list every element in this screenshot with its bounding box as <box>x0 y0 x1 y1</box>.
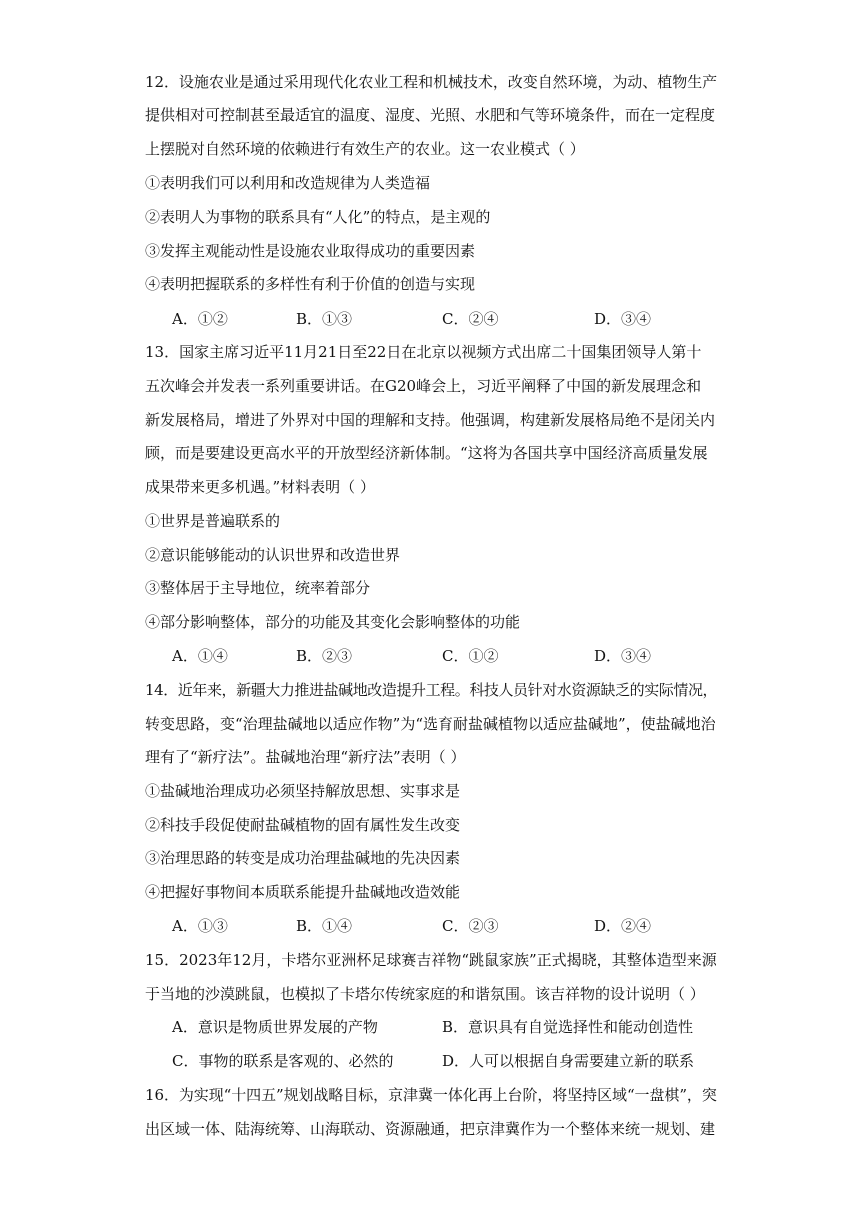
option-a[interactable]: A．①③ <box>172 917 228 935</box>
option-b[interactable]: B．①③ <box>296 310 353 328</box>
option-d[interactable]: D．③④ <box>594 310 652 328</box>
option-a[interactable]: A．①② <box>172 310 228 328</box>
question-stem-line: 出区域一体、陆海统筹、山海联动、资源融通，把京津冀作为一个整体来统一规划、建 <box>145 1120 716 1138</box>
statement-item: ②意识能够能动的认识世界和改造世界 <box>145 546 401 564</box>
question-stem-line: 顾，而是要建设更高水平的开放型经济新体制。“这将为各国共享中国经济高质量发展 <box>145 444 708 462</box>
question-stem-line: 14．近年来，新疆大力推进盐碱地改造提升工程。科技人员针对水资源缺乏的实际情况， <box>145 681 718 699</box>
statement-item: ②科技手段促使耐盐碱植物的固有属性发生改变 <box>145 816 461 834</box>
question-stem-line: 成果带来更多机遇。”材料表明（ ） <box>145 478 375 496</box>
question-stem-line: 13．国家主席习近平11月21日至22日在北京以视频方式出席二十国集团领导人第十 <box>145 343 702 361</box>
statement-item: ③发挥主观能动性是设施农业取得成功的重要因素 <box>145 242 476 260</box>
option-a[interactable]: A．①④ <box>172 647 228 665</box>
statement-item: ④表明把握联系的多样性有利于价值的创造与实现 <box>145 275 476 293</box>
question-stem-line: 五次峰会并发表一系列重要讲话。在G20峰会上，习近平阐释了中国的新发展理念和 <box>145 377 702 395</box>
option-b[interactable]: B．①④ <box>296 917 353 935</box>
statement-item: ③治理思路的转变是成功治理盐碱地的先决因素 <box>145 849 461 867</box>
question-stem-line: 于当地的沙漠跳鼠，也模拟了卡塔尔传统家庭的和谐氛围。该吉祥物的设计说明（ ） <box>145 985 705 1003</box>
option-b[interactable]: B．意识具有自觉选择性和能动创造性 <box>442 1018 694 1036</box>
question-stem-line: 理有了“新疗法”。盐碱地治理“新疗法”表明（ ） <box>145 748 466 766</box>
statement-item: ①表明我们可以利用和改造规律为人类造福 <box>145 174 431 192</box>
option-c[interactable]: C．②③ <box>442 917 499 935</box>
statement-item: ②表明人为事物的联系具有“人化”的特点，是主观的 <box>145 208 491 226</box>
statement-item: ①世界是普遍联系的 <box>145 512 281 530</box>
statement-item: ③整体居于主导地位，统率着部分 <box>145 579 371 597</box>
option-c[interactable]: C．事物的联系是客观的、必然的 <box>172 1052 394 1070</box>
question-stem-line: 15．2023年12月，卡塔尔亚洲杯足球赛吉祥物“跳鼠家族”正式揭晓，其整体造型来源 <box>145 951 717 969</box>
question-stem-line: 12．设施农业是通过采用现代化农业工程和机械技术，改变自然环境，为动、植物生产 <box>145 73 718 91</box>
statement-item: ①盐碱地治理成功必须坚持解放思想、实事求是 <box>145 782 461 800</box>
question-stem-line: 16．为实现“十四五”规划战略目标，京津冀一体化再上台阶，将坚持区域“一盘棋”，突 <box>145 1086 717 1104</box>
option-a[interactable]: A．意识是物质世界发展的产物 <box>172 1018 378 1036</box>
question-stem-line: 转变思路，变“治理盐碱地以适应作物”为“选育耐盐碱植物以适应盐碱地”，使盐碱地治 <box>145 715 716 733</box>
option-b[interactable]: B．②③ <box>296 647 353 665</box>
option-c[interactable]: C．①② <box>442 647 499 665</box>
option-d[interactable]: D．③④ <box>594 647 652 665</box>
statement-item: ④把握好事物间本质联系能提升盐碱地改造效能 <box>145 883 461 901</box>
question-stem-line: 上摆脱对自然环境的依赖进行有效生产的农业。这一农业模式（ ） <box>145 140 585 158</box>
statement-item: ④部分影响整体，部分的功能及其变化会影响整体的功能 <box>145 613 521 631</box>
question-stem-line: 提供相对可控制甚至最适宜的温度、湿度、光照、水肥和气等环境条件，而在一定程度 <box>145 106 716 124</box>
question-stem-line: 新发展格局，增进了外界对中国的理解和支持。他强调，构建新发展格局绝不是闭关内 <box>145 411 716 429</box>
option-d[interactable]: D．人可以根据自身需要建立新的联系 <box>442 1052 695 1070</box>
option-c[interactable]: C．②④ <box>442 310 499 328</box>
option-d[interactable]: D．②④ <box>594 917 652 935</box>
